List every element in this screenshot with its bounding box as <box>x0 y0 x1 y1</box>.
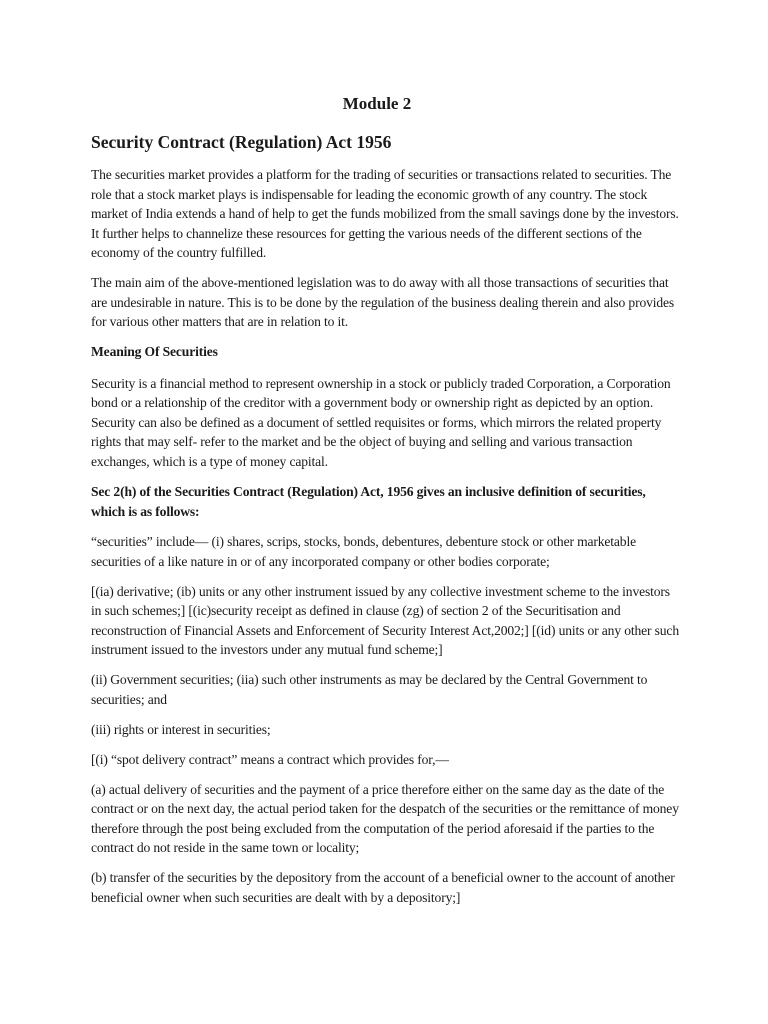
module-title: Module 2 <box>342 94 412 113</box>
derivative-clause-paragraph: [(ia) derivative; (ib) units or any other instrument issued by any collective investment scheme to the investors in such schemes;] [(ic)security receipt as defined in clause (zg) of section 2 of the Securitisation and reconstruction of Financial Assets and Enforcement of Security Interest Act,2002;] [(id) units or any other such instrument issued to the investors under any mutual fund scheme;] <box>91 583 679 657</box>
clause-b-paragraph: (b) transfer of the securities by the depository from the account of a beneficial owner to the account of another beneficial owner when such securities are dealt with by a depository;] <box>91 870 675 905</box>
intro-paragraph: The securities market provides a platform for the trading of securities or transactions related to securities. The role that a stock market plays is indispensable for leading the economic growth of any country. The stock market of India extends a hand of help to get the funds mobilized from the small savings done by the investors. It further helps to channelize these resources for getting the various needs of the different sections of the economy of the country fulfilled. <box>91 167 679 260</box>
security-definition-paragraph: Security is a financial method to represent ownership in a stock or publicly traded Corporation, a Corporation bond or a relationship of the creditor with a government body or ownership right as depicted by an option. Security can also be defined as a document of settled requisites or forms, which mirrors the related property rights that may self- refer to the market and be the object of buying and selling and various transaction exchanges, which is a type of money capital. <box>91 375 671 469</box>
securities-include-paragraph: “securities” include— (i) shares, scrips, stocks, bonds, debentures, debenture stock or other marketable securities of a like nature in or of any incorporated company or other bodies corporate; <box>91 534 636 569</box>
clause-a-paragraph: (a) actual delivery of securities and the payment of a price therefore either on the same day as the date of the contract or on the next day, the actual period taken for the despatch of the securities or the remittance of money therefore through the post being excluded from the computation of the period aforesaid if the parties to the contract do not reside in the same town or locality; <box>91 781 679 855</box>
sec-2h-intro: Sec 2(h) of the Securities Contract (Regulation) Act, 1956 gives an inclusive definition of securities, which is as follows: <box>91 483 646 519</box>
document-body <box>91 165 681 918</box>
government-securities-paragraph: (ii) Government securities; (iia) such other instruments as may be declared by the Central Government to securities; and <box>91 672 648 707</box>
spot-delivery-paragraph: [(i) “spot delivery contract” means a contract which provides for,— <box>91 751 449 767</box>
act-title: Security Contract (Regulation) Act 1956 <box>91 132 392 152</box>
section-heading-meaning-of-securities: Meaning Of Securities <box>91 344 218 359</box>
aim-paragraph: The main aim of the above-mentioned legislation was to do away with all those transactions of securities that are undesirable in nature. This is to be done by the regulation of the business dealing therein and also provides for various other matters that are in relation to it. <box>91 275 675 329</box>
rights-interest-paragraph: (iii) rights or interest in securities; <box>91 721 271 737</box>
